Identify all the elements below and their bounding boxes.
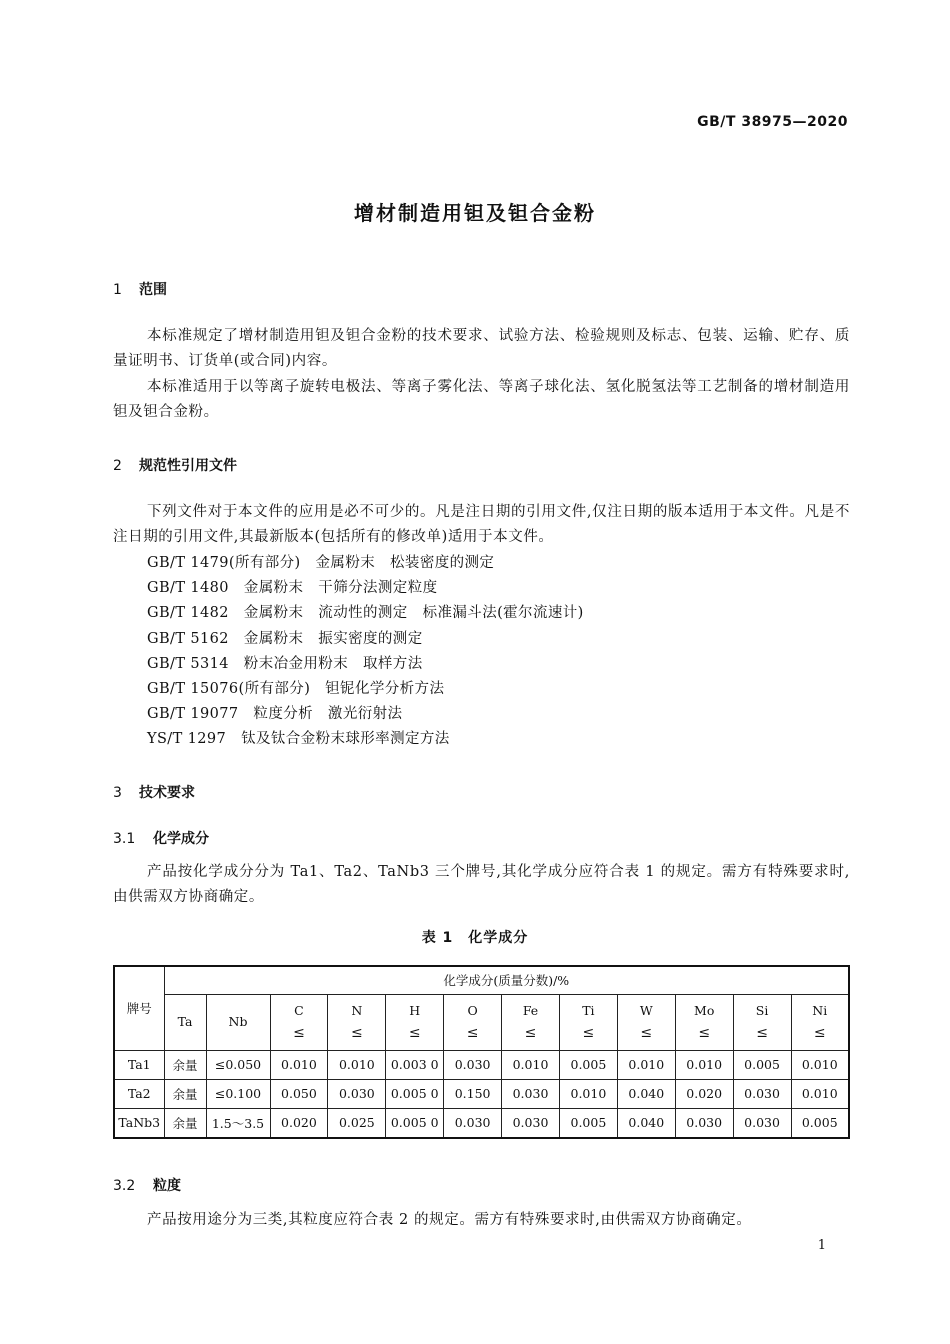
reference-item: GB/T 5314 粉末冶金用粉末 取样方法 <box>147 655 423 672</box>
composition-group-header: 化学成分(质量分数)/% <box>164 966 849 994</box>
value-cell: 1.5～3.5 <box>206 1108 270 1138</box>
table-row <box>114 1108 849 1138</box>
value-cell: 0.005 <box>791 1108 849 1138</box>
value-cell: 0.040 <box>617 1108 675 1138</box>
value-cell: 0.010 <box>559 1079 617 1108</box>
element-header: O ≤ <box>444 994 502 1050</box>
value-cell: 0.010 <box>502 1050 560 1079</box>
normative-reference-list <box>147 551 584 753</box>
element-header: Mo ≤ <box>675 994 733 1050</box>
value-cell: 0.030 <box>502 1108 560 1138</box>
section-1-paragraph-2: 本标准适用于以等离子旋转电极法、等离子雾化法、等离子球化法、氢化脱氢法等工艺制备的增材制造用钽及钽合金粉。 <box>113 379 850 420</box>
value-cell: 0.030 <box>444 1108 502 1138</box>
value-cell: 0.005 0 <box>386 1108 444 1138</box>
table-row <box>114 1079 849 1108</box>
standard-code: GB/T 38975—2020 <box>697 114 848 130</box>
reference-item: GB/T 15076(所有部分) 钽铌化学分析方法 <box>147 681 445 698</box>
section-2-paragraph-1: 下列文件对于本文件的应用是必不可少的。凡是注日期的引用文件,仅注日期的版本适用于本文件。凡是不注日期的引用文件,其最新版本(包括所有的修改单)适用于本文件。 <box>113 504 850 545</box>
reference-item: YS/T 1297 钛及钛合金粉末球形率测定方法 <box>147 731 450 748</box>
value-cell: 0.010 <box>617 1050 675 1079</box>
section-1-paragraph-1: 本标准规定了增材制造用钽及钽合金粉的技术要求、试验方法、检验规则及标志、包装、运输、贮存、质量证明书、订货单(或合同)内容。 <box>113 328 850 369</box>
element-header: Fe ≤ <box>502 994 560 1050</box>
section-title: 规范性引用文件 <box>139 458 237 474</box>
document-title: 增材制造用钽及钽合金粉 <box>354 201 596 225</box>
element-header: Ta <box>164 994 206 1050</box>
element-header: W ≤ <box>617 994 675 1050</box>
grade-cell: TaNb3 <box>114 1108 164 1138</box>
element-header-row <box>114 994 849 1050</box>
section-number: 1 <box>113 282 122 298</box>
page-number: 1 <box>817 1238 826 1253</box>
table-row <box>114 1050 849 1079</box>
section-2-heading <box>113 455 237 475</box>
section-3-heading <box>113 782 195 802</box>
element-header: H ≤ <box>386 994 444 1050</box>
grade-header: 牌号 <box>114 966 164 1050</box>
value-cell: 0.005 <box>733 1050 791 1079</box>
value-cell: 0.010 <box>328 1050 386 1079</box>
value-cell: ≤0.050 <box>206 1050 270 1079</box>
value-cell: 0.030 <box>328 1079 386 1108</box>
value-cell: 0.010 <box>791 1050 849 1079</box>
value-cell: 0.030 <box>675 1108 733 1138</box>
grade-cell: Ta1 <box>114 1050 164 1079</box>
value-cell: 0.030 <box>502 1079 560 1108</box>
value-cell: 0.003 0 <box>386 1050 444 1079</box>
reference-item: GB/T 1480 金属粉末 干筛分法测定粒度 <box>147 580 438 597</box>
section-title: 粒度 <box>153 1178 181 1194</box>
element-header: Nb <box>206 994 270 1050</box>
element-header: Si ≤ <box>733 994 791 1050</box>
value-cell: 0.030 <box>733 1079 791 1108</box>
section-title: 化学成分 <box>153 831 209 847</box>
reference-item: GB/T 19077 粒度分析 激光衍射法 <box>147 706 403 723</box>
value-cell: 余量 <box>164 1108 206 1138</box>
value-cell: 0.040 <box>617 1079 675 1108</box>
value-cell: 余量 <box>164 1050 206 1079</box>
section-3-1-heading <box>113 828 209 848</box>
value-cell: 0.010 <box>675 1050 733 1079</box>
element-header: N ≤ <box>328 994 386 1050</box>
section-number: 3.2 <box>113 1178 136 1194</box>
section-number: 2 <box>113 458 122 474</box>
value-cell: 0.005 0 <box>386 1079 444 1108</box>
grade-cell: Ta2 <box>114 1079 164 1108</box>
section-3-2-paragraph-1: 产品按用途分为三类,其粒度应符合表 2 的规定。需方有特殊要求时,由供需双方协商确定。 <box>147 1212 752 1228</box>
value-cell: 0.020 <box>270 1108 328 1138</box>
element-header: Ni ≤ <box>791 994 849 1050</box>
value-cell: 余量 <box>164 1079 206 1108</box>
value-cell: 0.150 <box>444 1079 502 1108</box>
value-cell: 0.030 <box>733 1108 791 1138</box>
value-cell: 0.050 <box>270 1079 328 1108</box>
value-cell: 0.020 <box>675 1079 733 1108</box>
table-1-caption: 表 1 化学成分 <box>421 930 529 946</box>
element-header: C ≤ <box>270 994 328 1050</box>
section-number: 3.1 <box>113 831 136 847</box>
value-cell: 0.005 <box>559 1050 617 1079</box>
section-3-2-heading <box>113 1175 181 1195</box>
value-cell: 0.010 <box>791 1079 849 1108</box>
element-header: Ti ≤ <box>559 994 617 1050</box>
reference-item: GB/T 1482 金属粉末 流动性的测定 标准漏斗法(霍尔流速计) <box>147 605 584 622</box>
value-cell: ≤0.100 <box>206 1079 270 1108</box>
reference-item: GB/T 5162 金属粉末 振实密度的测定 <box>147 630 423 647</box>
reference-item: GB/T 1479(所有部分) 金属粉末 松装密度的测定 <box>147 555 495 571</box>
value-cell: 0.030 <box>444 1050 502 1079</box>
chemical-composition-table <box>113 965 850 1139</box>
section-3-1-paragraph-1: 产品按化学成分分为 Ta1、Ta2、TaNb3 三个牌号,其化学成分应符合表 1 的规定。需方有特殊要求时,由供需双方协商确定。 <box>113 864 850 905</box>
value-cell: 0.005 <box>559 1108 617 1138</box>
value-cell: 0.010 <box>270 1050 328 1079</box>
section-number: 3 <box>113 785 122 801</box>
section-title: 技术要求 <box>139 785 195 801</box>
section-1-heading <box>113 279 167 299</box>
section-title: 范围 <box>139 282 167 298</box>
value-cell: 0.025 <box>328 1108 386 1138</box>
